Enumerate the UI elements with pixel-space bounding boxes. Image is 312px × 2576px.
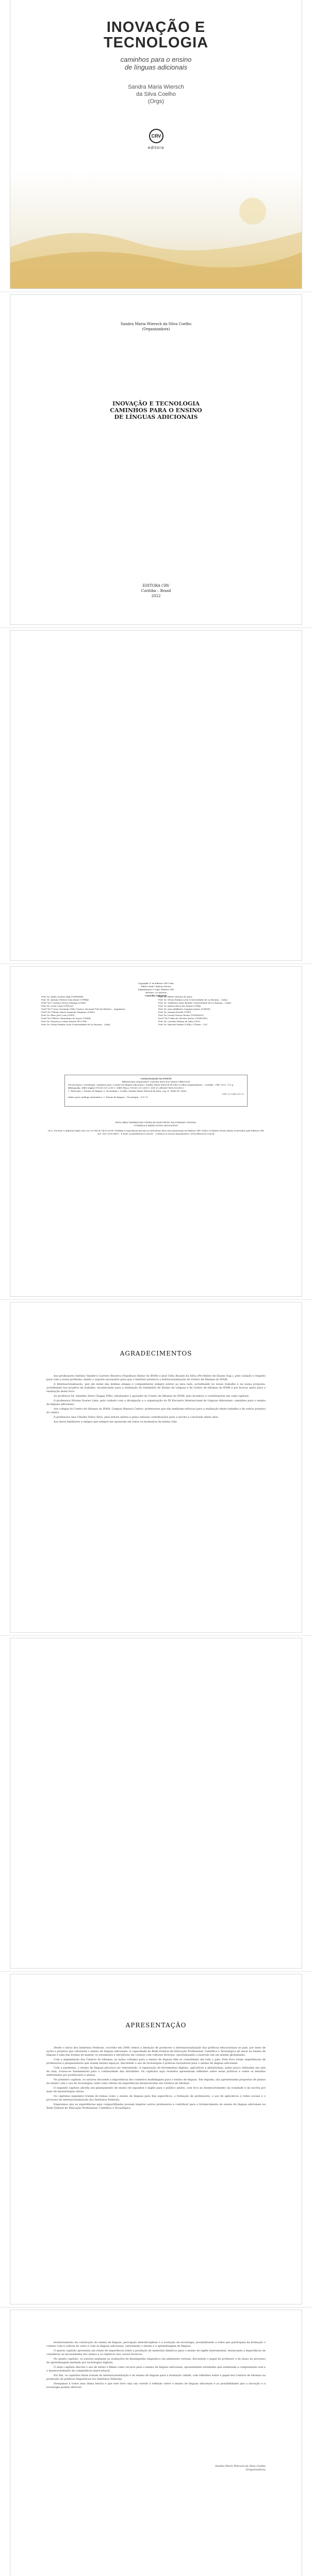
council-member: Prof.ª Dr.ª Elizeu Clementino de Souza (UNEB): [41, 1017, 91, 1020]
cover-page: [10, 0, 302, 289]
title-page-title: INOVAÇÃO E TECNOLOGIA CAMINHOS PARA O ENSINO DE LÍNGUAS ADICIONAIS: [110, 400, 202, 420]
cover-art-icon: [10, 170, 302, 289]
council-member: Prof.ª Dr.ª Cesar Gerónimo Tello (Univer. Nacional Três de Febrero – Argentina): [41, 1008, 125, 1010]
council-member: Prof. Dr. Celso Conti (UFSCar): [41, 1005, 74, 1007]
presentation-title: APRESENTAÇÃO: [125, 2022, 187, 2029]
council-member: Prof. Dr. Guillermo Arias Beatón (Universidade de La Havana – Cuba): [158, 1002, 232, 1004]
title-page-imprint: EDITORA CRV Curitiba – Brasil 2022: [141, 584, 171, 598]
council-member: Prof. Dr. João Adalberto Campato Junior (UNESP): [158, 1008, 210, 1010]
page-separator: [0, 1299, 312, 1300]
title-page: [10, 295, 302, 624]
acknowledgments-body: [46, 1375, 266, 1425]
body-paragraph: Desde o início dos Institutos Federais, ocorrido em 2008, temos a intenção de promover a internacionalização das políticas educacionais no país, por meio de ações e projetos que valorizem o ensino de línguas adicionais. A capacidade da Rede Federal de Educação Profissional, Científica e Tecnológica de atuar no ensino de línguas é uma das formas de manter os estudantes e servidores em contato com culturas diversas, oportunizando a inserção em um mundo globalizado.: [46, 2046, 266, 2057]
presentation-body: [46, 2046, 266, 2111]
body-paragraph: No quinto capítulo, os autores analisam as avaliações de desempenho linguístico em ambientes virtuais, discutindo o papel do professor e do aluno no processo de aprendizagem mediado por tecnologias digitais.: [46, 2358, 266, 2364]
body-paragraph: Aos meus familiares e amigos que sempre me apoiaram em todos os momentos da minha vida.: [54, 1420, 178, 1423]
cover-title: INOVAÇÃO E TECNOLOGIA: [103, 19, 209, 51]
council-row: [41, 1023, 271, 1026]
body-paragraph: O quarto capítulo apresenta um relato de experiência sobre a produção de materiais didáticos para o ensino de inglês instrumental, destacando a importância de considerar as necessidades dos alunos e os objetivos dos cursos técnicos.: [46, 2349, 266, 2356]
page-separator: [0, 1971, 312, 1972]
title-page-authors: Sandra Maria Wiersch da Silva Coelho (Organizadora): [120, 322, 192, 331]
council-member: Prof.ª Dr.ª Elione Maria Nogueira Diogenes (UFAL): [41, 1011, 95, 1013]
body-paragraph: Os capítulos seguintes tratam de temas como o ensino de línguas para fins específicos, a formação de professores, o uso de aplicativos e redes sociais e o processo de internacionalização dos Institutos Federais.: [46, 2095, 266, 2102]
council-member: Prof. Dr. Andre Acastro Egg (UNESPAR): [41, 995, 84, 998]
copyright-header: Copyright © da Editora CRV Ltda. Editor-chefe: Railson Moura Diagramação e Capa: Editora CRV Revisão: Os Autores Conselho Editorial:: [138, 982, 174, 997]
presentation-page: [10, 1974, 302, 2304]
crv-logo-icon: CRV: [149, 129, 163, 143]
council-member: Prof. Dr. Josania Portela (UFPI): [158, 1011, 191, 1013]
body-paragraph: Aos professores Antônio Vanderci Carreiro Beserra (Orgulhoso Reitor do IFAM) e José Célio Rosado da Silva (Pró-Reitor de Ensino Sup.), pelo cuidado e respeito para com a nossa profissão, dando o suporte necessário para que o Instituto promova a institucionalização do Centro de Idiomas do IFAM.: [46, 1375, 266, 1381]
catalog-card: CATALOGAÇÃO NA FONTE Bibliotecária responsável: Luzenira Alves dos Santos CRB9/1506 I58 Inovação e tecnologia: caminhos para o ensino de línguas adicionais / Sandra Maria Wiersch da Silva Coelho (organizadora) – Curitiba : CRV, 2022. 172 p. Bibliografia. ISBN Digital 978-65-251-2395-9. ISBN Físico 978-65-251-2385-0. DOI 10.24824/978652512385.0 1. Educação 2. Ensino de línguas 3. Tecnologia I. Coelho, Sandra Maria Wiersch da Silva. org. II. Título III. Série. CDU 37 CDD 370.71 Índice para catálogo sistemático: 1. Ensino de línguas – Tecnologia – 370.71: [64, 1075, 248, 1107]
blank-page: [10, 631, 302, 960]
council-member: Prof.ª Dr.ª Carmen Tereza Velanga (UNIR): [41, 1002, 86, 1004]
cover-authors: Sandra Maria Wiersch da Silva Coelho (Orgs): [128, 84, 184, 105]
publisher-notes: ESTA OBRA TAMBÉM ENCONTRA-SE DISPONÍVEL EM FORMATO DIGITAL. CONHEÇA E BAIXE NOSSO APLICATIVO! 2022. Foi feito o depósito legal conf. Lei 10.994 de 14/12/2004. Proibida a reprodução parcial ou total desta obra sem autorização da Editora CRV. Todos os direitos desta edição reservados pela Editora CRV. Tel.: (41) 3039-6418 – E-mail: sac@editoracrv.com.br – Conheça os nossos lançamentos: www.editoracrv.com.br: [47, 1121, 265, 1135]
blank-page: [10, 1638, 302, 1968]
body-paragraph: O segundo capítulo aborda um planejamento de ensino de espanhol e inglês para o público adulto, com foco no desenvolvimento da oralidade e da escrita por meio de metodologias ativas.: [46, 2087, 266, 2093]
body-paragraph: Por fim, os capítulos finais tratam da internacionalização e do ensino de línguas para a formação cidadã, com reflexões sobre o papel dos Centros de Idiomas na promoção de políticas linguísticas nos Institutos Federais.: [46, 2374, 266, 2381]
body-paragraph: À Internacionalização, que em nome das minhas amigas e companheiras sempre esteve ao meu lado, acreditando no nosso trabalho e na nossa proposta, acreditando nos projetos de trabalho, incentivando para a realização do Seminário de Ensino de Línguas e de Centro de Idiomas do IFAM e por buscar apoio para a realização deste livro.: [46, 1383, 266, 1393]
presentation-continued-page: [10, 2310, 302, 2576]
presentation-continued-body: [46, 2341, 266, 2391]
page-separator: [0, 963, 312, 964]
council-member: Prof. Dr. Lourdes Helena da Silva (UFV): [158, 1020, 201, 1023]
council-member: Prof. Dr. Leonel Severo Rocha (UNISINOS): [158, 1014, 204, 1016]
acknowledgments-page: [10, 1302, 302, 1632]
body-paragraph: O sexto capítulo discute o uso de séries e filmes como recurso para o ensino de línguas adicionais, apresentando atividades que estimulam a compreensão oral e o desenvolvimento da competência intercultural.: [46, 2366, 266, 2372]
body-paragraph: À professora Ana Cláudia Vieira Silva, pela leitura atenta e pelas valiosas contribuições para a escrita e conclusão desta obra.: [54, 1416, 219, 1419]
cover-illustration: [10, 170, 302, 289]
council-member: Prof. Dr. Dálcio Moreno de Assis: [158, 995, 192, 998]
copyright-page: [10, 967, 302, 1296]
body-paragraph: Esperamos que as experiências aqui compartilhadas possam inspirar outros professores e contribuir para o fortalecimento do ensino de línguas adicionais na Rede Federal de Educação Profissional, Científica e Tecnológica.: [46, 2103, 266, 2110]
council-member: Prof. Dr. Marcelo Paixão (UFRJ e UTexas – US): [158, 1023, 207, 1026]
body-paragraph: Com a pandemia, o ensino de línguas precisou ser reinventado. A exploração de ferramentas digitais, aplicativos e plataformas, antes pouco utilizadas em sala de aula, tornou-se fundamental para a continuidade das atividades. Os capítulos aqui reunidos apresentam reflexões sobre essas práticas e sobre os desafios enfrentados por professores e alunos.: [46, 2066, 266, 2077]
editorial-council: [41, 995, 271, 1026]
council-member: Prof. Dr. Antonio Pereira Gaio Júnior (UFRRJ): [41, 998, 89, 1001]
body-paragraph: À professora Silvana Soares Lima, pelo cuidado com a divulgação e a organização do III Encontro Internacional de Línguas Adicionais: caminhos para o ensino de línguas adicionais.: [46, 1399, 266, 1406]
council-member: Prof. Dr. Élsio José Corá (UFFS): [41, 1014, 75, 1016]
body-paragraph: No primeiro capítulo, os autores discutem a importância dos contextos multilíngues para o ensino de línguas. Em seguida, são apresentadas propostas de planos de ensino com o uso de tecnologias, bem como relatos de experiências desenvolvidas em Centros de Idiomas.: [46, 2078, 266, 2085]
acknowledgments-title: AGRADECIMENTOS: [120, 1350, 192, 1357]
body-paragraph: Com a implantação dos Centros de Idiomas, as ações voltadas para o ensino de línguas têm se consolidado em todo o país. Este livro reúne experiências de professores e pesquisadores que atuam nesses espaços, discutindo o uso de tecnologias e práticas inovadoras para o ensino de línguas adicionais.: [46, 2058, 266, 2065]
cover-publisher: editora: [147, 145, 165, 150]
body-paragraph: Ao professor Dr. Anselmo Alves Chagas Filho, idealizador e apoiador do Centro de Idiomas do IFAM, pelo incentivo e contribuições em cada capítulo.: [54, 1395, 250, 1398]
council-member: Prof. Dr. Gloria Fariñas León (Universidade de La Havana – Cuba): [41, 1023, 110, 1026]
presentation-signature: Sandra Maria Wiersch da Silva Coelho (Organizadora): [215, 2465, 266, 2471]
body-paragraph: monitoramento da construção do ensino de línguas, percepção interdisciplinar e a evolução da tecnologia, possibilitando a todos que participam da formação o contato com a cultura do outro e com as línguas adicionais, valorizando o ensino e a aprendizagem de línguas.: [46, 2341, 266, 2348]
council-member: Prof. Dr. Gloria Fariñas León (Universidade de La Havana – Cuba): [158, 998, 227, 1001]
page-separator: [0, 2307, 312, 2308]
council-member: Prof.ª Dr.ª Lídia de Oliveira Xavier (UNIEURO): [158, 1017, 208, 1020]
cover-subtitle: caminhos para o ensino de línguas adicionais: [120, 56, 192, 71]
body-paragraph: Aos colegas do Centro de Idiomas do IFAM, Campus Manaus Centro, professores que não mediram esforços para a realização deste trabalho e de outros projetos do centro.: [46, 1408, 266, 1414]
council-member: Prof. Dr. Jailson Alves dos Santos (UFRJ): [158, 1005, 201, 1007]
body-paragraph: Desejamos a todos uma ótima leitura e que este livro seja um convite à reflexão sobre o ensino de línguas adicionais e as possibilidades que a inovação e a tecnologia podem oferecer.: [46, 2382, 266, 2389]
page-separator: [0, 1635, 312, 1636]
council-member: Prof. Dr. Francisco Carlos Duarte (PUC-PR): [41, 1020, 87, 1023]
